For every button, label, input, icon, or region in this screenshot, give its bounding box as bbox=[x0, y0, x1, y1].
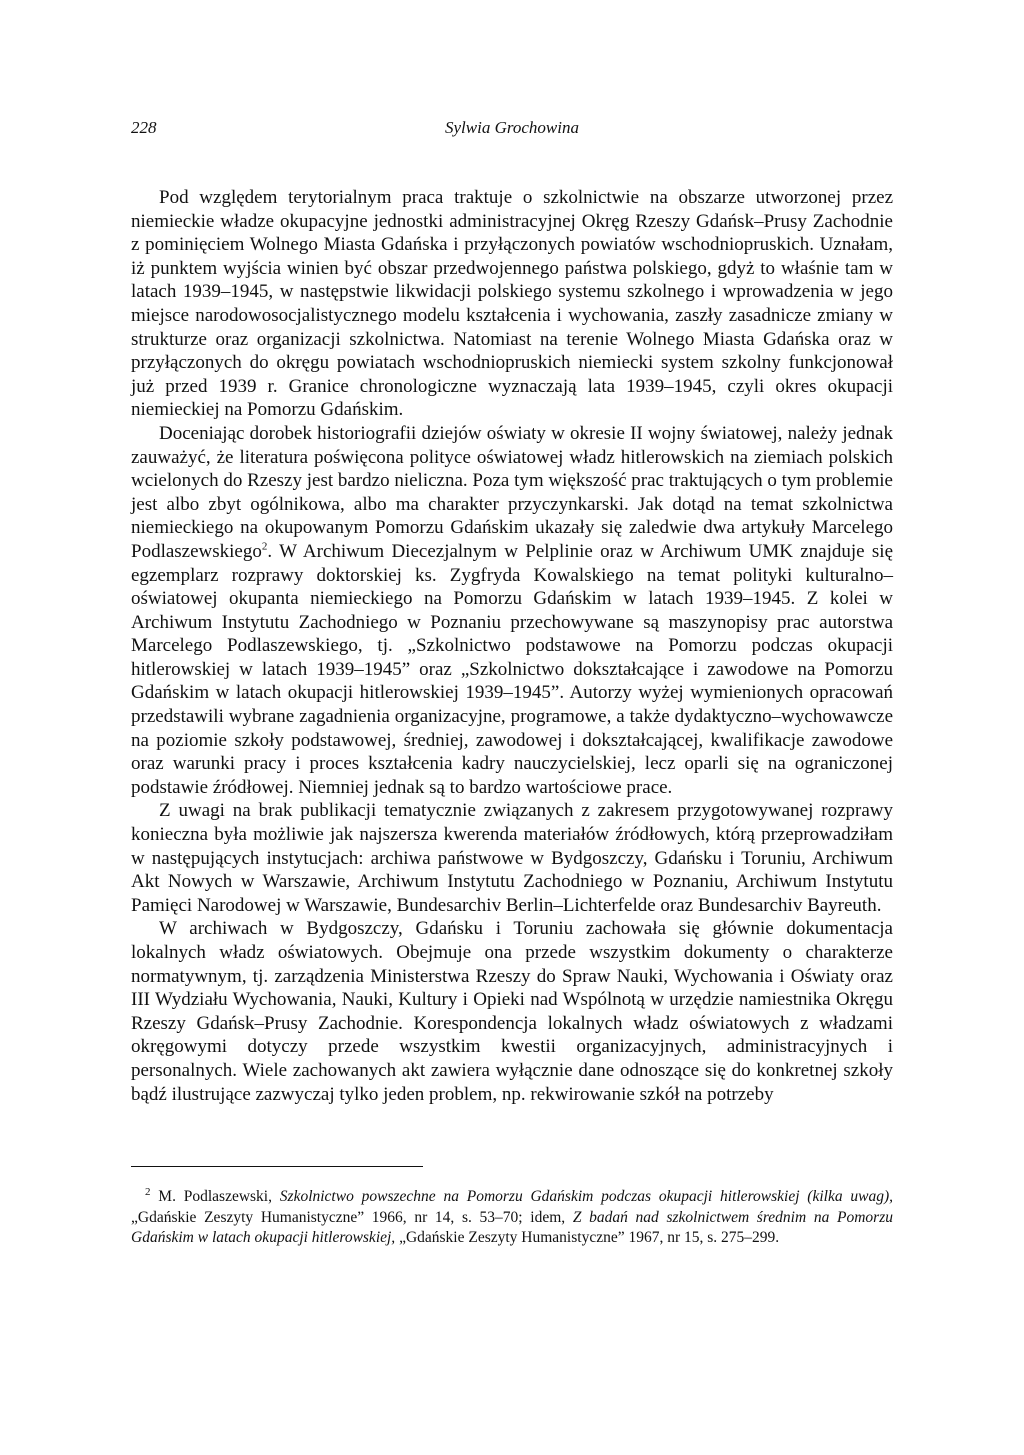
footnote-title: Z badań nad szkolnictwem średnim na Pomorzu Gdańskim w latach okupacji hitlerowskiej, bbox=[131, 1208, 893, 1247]
paragraph: Z uwagi na brak publikacji tematycznie związanych z zakresem przygotowywanej rozprawy konieczna była możliwie jak najszersza kwerenda materiałów źródłowych, którą przeprowadziłam w następujących instytucjach: archiwa państwowe w Bydgoszczy, Gdańsku i Toruniu, Archiwum Akt Nowych w Warszawie, Archiwum Instytutu Zachodniego w Poznaniu, Archiwum Instytutu Pamięci Narodowej w Warszawie, Bundesarchiv Berlin–Lichterfelde oraz Bundesarchiv Bayreuth. bbox=[131, 800, 893, 916]
paragraph: W archiwach w Bydgoszczy, Gdańsku i Toruniu zachowała się głównie dokumentacja lokalnych władz oświatowych. Obejmuje ona przede wszystkim dokumenty o charakterze normatywnym, tj. zarządzenia Ministerstwa Rzeszy do Spraw Nauki, Wychowania i Oświaty oraz III Wydziału Wychowania, Nauki, Kultury i Opieki nad Wspólnotą w urzędzie namiestnika Okręgu Rzeszy Gdańsk–Prusy Zachodnie. Korespondencja lokalnych władz oświatowych z władzami okręgowymi dotyczy przede wszystkim kwestii organizacyjnych, administracyjnych i personalnych. Wiele zachowanych akt zawiera wyłącznie dane odnoszące się do konkretnej szkoły bądź ilustrujące zazwyczaj tylko jeden problem, np. rekwirowanie szkół na potrzeby bbox=[131, 918, 893, 1105]
document-page bbox=[131, 118, 893, 1249]
footnote-author: M. Podlaszewski, bbox=[158, 1188, 280, 1206]
running-head: Sylwia Grochowina bbox=[445, 118, 579, 137]
footnote bbox=[131, 1187, 893, 1249]
footnote-title: Szkolnictwo powszechne na Pomorzu Gdańskim podczas okupacji hitlerowskiej (kilka uwag), bbox=[279, 1188, 893, 1206]
page-header bbox=[131, 118, 893, 148]
paragraph: Pod względem terytorialnym praca traktuje o szkolnictwie na obszarze utworzonej przez niemieckie władze okupacyjne jednostki administracyjnej Okręg Rzeszy Gdańsk–Prusy Zachodnie z pominięciem Wolnego Miasta Gdańska i przyłączonych powiatów wschodniopruskich. Uznałam, iż punktem wyjścia winien być obszar przedwojennego państwa polskiego, gdyż to właśnie tam w latach 1939–1945, w następstwie likwidacji polskiego systemu szkolnego i wprowadzenia w jego miejsce narodowosocjalistycznego modelu kształcenia i wychowania, zaszły zasadnicze zmiany w strukturze oraz organizacji szkolnictwa. Natomiast na terenie Wolnego Miasta Gdańska oraz w przyłączonych do okręgu powiatach wschodniopruskich niemiecki system szkolny funkcjonował już przed 1939 r. Granice chronologiczne wyznaczają lata 1939–1945, czyli okres okupacji niemieckiej na Pomorzu Gdańskim. bbox=[131, 187, 893, 421]
page-number: 228 bbox=[131, 118, 157, 137]
body-text bbox=[131, 186, 893, 1106]
footnote-source: „Gdańskie Zeszyty Humanistyczne” 1967, nr 15, s. 275–299. bbox=[395, 1229, 780, 1247]
footnote-source: „Gdańskie Zeszyty Humanistyczne” 1966, nr 14, s. 53–70; idem, bbox=[131, 1208, 573, 1226]
footnote-reference[interactable]: 2 bbox=[261, 540, 268, 553]
footnote-separator bbox=[131, 1166, 423, 1167]
paragraph-text: Doceniając dorobek historiografii dziejów oświaty w okresie II wojny światowej, należy jednak zauważyć, że literatura poświęcona polityce oświatowej władz hitlerowskich na ziemiach polskich wcielonych do Rzeszy jest bardzo nieliczna. Poza tym większość prac traktujących o tym problemie jest albo zbyt ogólnikowa, albo ma charakter przyczynkarski. Jak dotąd na temat szkolnictwa niemieckiego na okupowanym Pomorzu Gdańskim ukazały się zaledwie dwa artykuły Marcelego Podlaszewskiego bbox=[131, 422, 893, 562]
paragraph-text: . W Archiwum Diecezjalnym w Pelplinie oraz w Archiwum UMK znajduje się egzemplarz rozprawy doktorskiej ks. Zygfryda Kowalskiego na temat polityki kulturalno–oświatowej okupanta niemieckiego na Pomorzu Gdańskim w latach 1939–1945. Z kolei w Archiwum Instytutu Zachodniego w Poznaniu przechowywane są maszynopisy prac autorstwa Marcelego Podlaszewskiego, tj. „Szkolnictwo podstawowe na Pomorzu podczas okupacji hitlerowskiej w latach 1939–1945” oraz „Szkolnictwo dokształcające i zawodowe na Pomorzu Gdańskim w latach okupacji hitlerowskiej 1939–1945”. Autorzy wyżej wymienionych opracowań przedstawili wybrane zagadnienia organizacyjne, programowe, a także dydaktyczno–wychowawcze na poziomie szkoły podstawowej, średniej, zawodowej i dokształcającej, kwalifikacje zawodowe oraz warunki pracy i proces kształcenia kadry nauczycielskiej, lecz oparli się na ograniczonej podstawie źródłowej. Niemniej jednak są to bardzo wartościowe prace. bbox=[131, 540, 893, 798]
paragraph bbox=[131, 422, 893, 800]
footnote-number: 2 bbox=[145, 1186, 151, 1198]
